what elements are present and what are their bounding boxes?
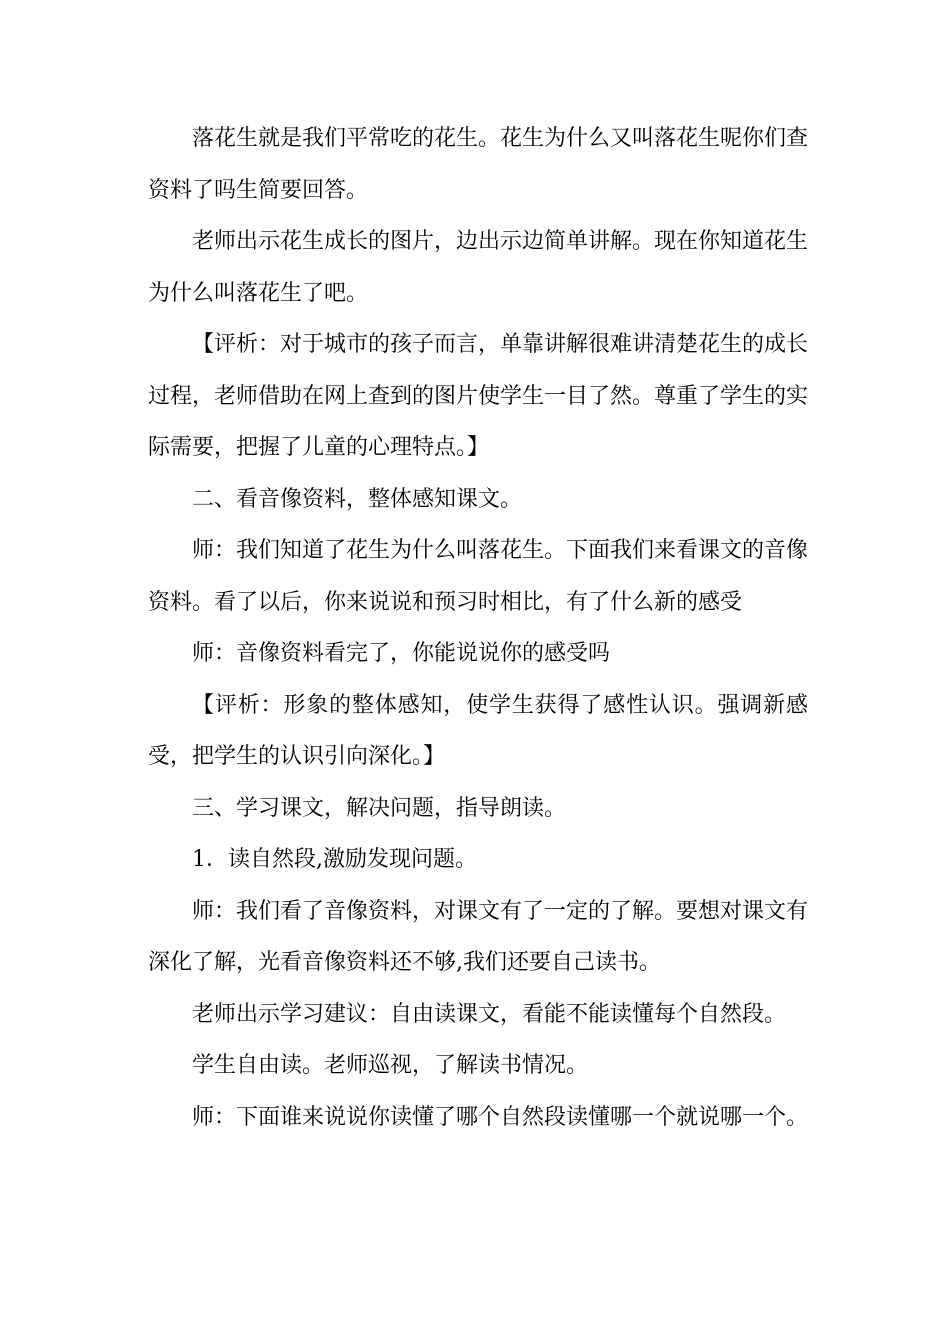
paragraph-teacher-question: 师：下面谁来说说你读懂了哪个自然段读懂哪一个就说哪一个。	[192, 1104, 809, 1130]
paragraph-commentary-1: 【评析：对于城市的孩子而言，单靠讲解很难讲清楚花生的成长过程，老师借助在网上查到的图片使学生一目了然。尊重了学生的实际需要，把握了儿童的心理特点。】	[148, 332, 809, 460]
section-heading-3: 三、学习课文，解决问题，指导朗读。	[192, 795, 567, 821]
paragraph-free-reading: 学生自由读。老师巡视，了解读书情况。	[192, 1053, 589, 1078]
paragraph-teacher-av-material: 师：我们知道了花生为什么叫落花生。下面我们来看课文的音像资料。看了以后，你来说说和预习时相比，有了什么新的感受	[148, 538, 809, 615]
subsection-heading-1: 1．读自然段,激励发现问题。	[192, 847, 477, 872]
section-heading-2: 二、看音像资料，整体感知课文。	[192, 486, 523, 512]
paragraph-commentary-2: 【评析：形象的整体感知，使学生获得了感性认识。强调新感受，把学生的认识引向深化。】	[148, 692, 808, 769]
paragraph-study-suggestion: 老师出示学习建议：自由读课文，看能不能读懂每个自然段。	[192, 1001, 787, 1027]
paragraph-intro-peanut: 落花生就是我们平常吃的花生。花生为什么又叫落花生呢你们查资料了吗生简要回答。	[148, 126, 809, 203]
paragraph-teacher-read-book: 师：我们看了音像资料，对课文有了一定的了解。要想对课文有深化了解，光看音像资料还不够,我们还要自己读书。	[148, 898, 809, 975]
paragraph-teacher-feelings: 师：音像资料看完了，你能说说你的感受吗	[192, 641, 611, 666]
paragraph-teacher-shows-pictures: 老师出示花生成长的图片，边出示边简单讲解。现在你知道花生为什么叫落花生了吧。	[148, 229, 809, 306]
document-body	[148, 113, 808, 1143]
